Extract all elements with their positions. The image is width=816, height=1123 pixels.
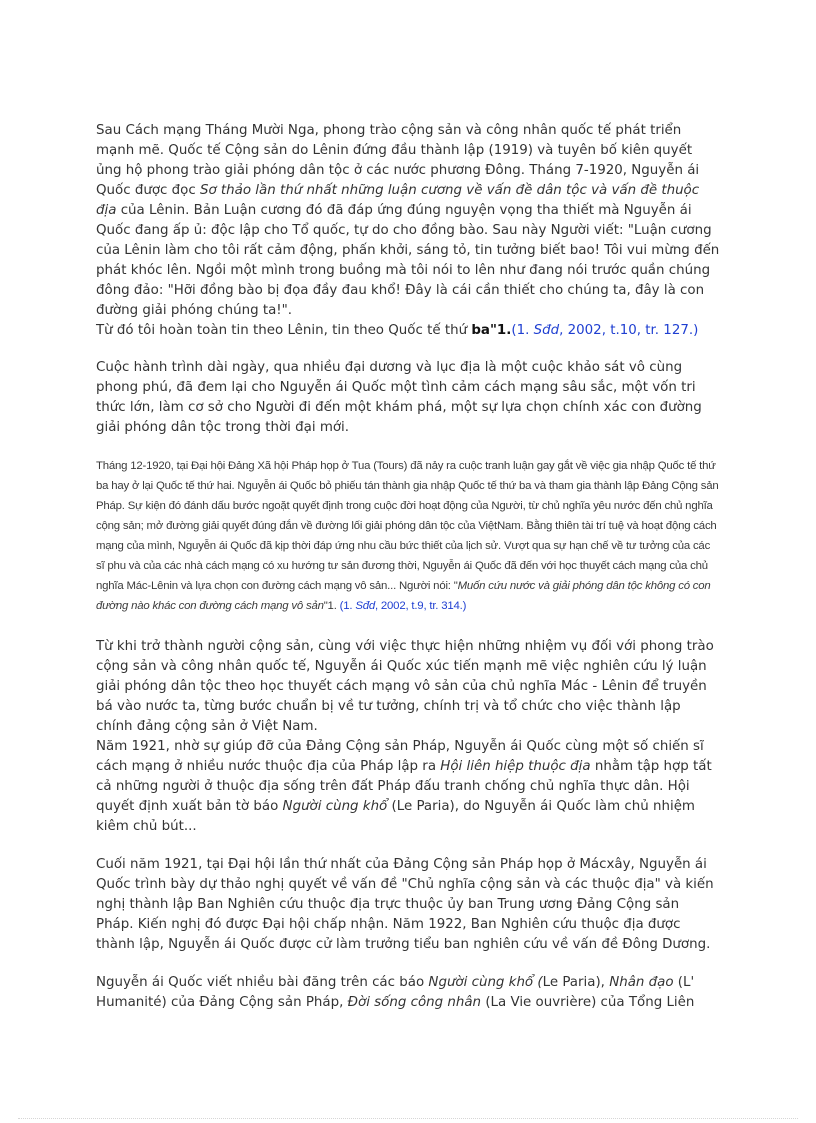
paragraph-8 <box>96 973 720 1013</box>
p6-italic-paper: Người cùng khổ <box>282 799 388 814</box>
p1-italic-title: Sơ thảo lần thứ nhất những luận cương về vấn đề dân tộc và vấn đề thuộc địa <box>96 183 700 218</box>
p2-citation-sdd: Sđd <box>533 323 560 338</box>
p1-text-a: Sau Cách mạng Tháng Mười Nga, phong trào cộng sản và công nhân quốc tế phát triển mạnh mẽ. Quốc tế Cộng sản do Lênin đứng đầu thành lập (1919) và tuyên bố kiên quyết ủng hộ phong trào giải phóng dân tộc ở các nước phương Đông. Tháng 7-1920, Nguyễn ái Quốc được đọc <box>96 123 700 198</box>
p1-text-c: của Lênin. Bản Luận cương đó đã đáp ứng đúng nguyện vọng tha thiết mà Nguyễn ái Quốc đang ấp ủ: độc lập cho Tổ quốc, tự do cho đồng bào. Sau này Người viết: "Luận cương của Lênin làm cho tôi rất cảm động, phấn khởi, sáng tỏ, tin tưởng biết bao! Tôi vui mừng đến phát khóc lên. Ngồi một mình trong buồng mà tôi nói to lên như đang nói trước quần chúng đông đảo: "Hỡi đồng bào bị đọa đầy đau khổ! Đây là cái cần thiết cho chúng ta, đây là con đường giải phóng chúng ta!". <box>96 203 720 318</box>
p5-text: Từ khi trở thành người cộng sản, cùng với việc thực hiện những nhiệm vụ đối với phong trào cộng sản và công nhân quốc tế, Nguyễn ái Quốc xúc tiến mạnh mẽ việc nghiên cứu lý luận giải phóng dân tộc theo học thuyết cách mạng vô sản của chủ nghĩa Mác - Lênin để truyền bá vào nước ta, từng bước chuẩn bị về tư tưởng, chính trị và tổ chức cho việc thành lập chính đảng cộng sản ở Việt Nam. <box>96 639 714 734</box>
page-bottom-divider <box>18 1118 798 1119</box>
p2-citation-rest: , 2002, t.10, tr. 127.) <box>559 323 699 338</box>
p2-bold: ba"1. <box>471 323 512 338</box>
p4-citation-sdd: Sđd <box>355 600 375 612</box>
p8-italic-paper2: Nhân đạo <box>609 975 674 990</box>
p4-text-a: Tháng 12-1920, tại Đại hội Đảng Xã hội Pháp họp ở Tua (Tours) đã nảy ra cuộc tranh luận gay gắt về việc gia nhập Quốc tế thứ ba hay ở lại Quốc tế thứ hai. Nguyễn ái Quốc bỏ phiếu tán thành gia nhập Quốc tế thứ ba và tham gia thành lập Đảng Cộng sản Pháp. Sự kiện đó đánh dấu bước ngoặt quyết định trong cuộc đời hoạt động của Người, từ chủ nghĩa yêu nước đến chủ nghĩa cộng sản; mở đường giải quyết đúng đắn về đường lối giải phóng dân tộc của ViệtNam. Bằng thiên tài trí tuệ và hoạt động cách mạng của mình, Nguyễn ái Quốc đã kịp thời đáp ứng nhu cầu bức thiết của lịch sử. Vượt qua sự hạn chế về tư tưởng của các sĩ phu và của các nhà cách mạng có xu hướng tư sản đương thời, Nguyễn ái Quốc đã đến với học thuyết cách mạng của chủ nghĩa Mác-Lênin và lựa chọn con đường cách mạng vô sản... Người nói: " <box>96 460 719 592</box>
p4-citation-open: (1. <box>339 600 356 612</box>
paragraph-4 <box>96 456 720 616</box>
p6-text-a: Năm 1921, nhờ sự giúp đỡ của Đảng Cộng sản Pháp, Nguyễn ái Quốc cùng một số chiến sĩ cách mạng ở nhiều nước thuộc địa của Pháp lập ra <box>96 739 704 774</box>
p6-italic-org: Hội liên hiệp thuộc địa <box>440 759 591 774</box>
paragraph-6 <box>96 737 720 837</box>
paragraph-3 <box>96 358 720 438</box>
paragraph-1 <box>96 121 720 341</box>
p2-text-a: Từ đó tôi hoàn toàn tin theo Lênin, tin theo Quốc tế thứ <box>96 323 472 338</box>
p2-citation-open: (1. <box>511 323 534 338</box>
p3-text: Cuộc hành trình dài ngày, qua nhiều đại dương và lục địa là một cuộc khảo sát vô cùng phong phú, đã đem lại cho Nguyễn ái Quốc một tình cảm cách mạng sâu sắc, một vốn tri thức lớn, làm cơ sở cho Người đi đến một khám phá, một sự lựa chọn chính xác con đường giải phóng dân tộc trong thời đại mới. <box>96 360 702 435</box>
p8-text-e: (L' Humanité) của Đảng Cộng sản Pháp, <box>96 975 695 1010</box>
paragraph-2 <box>96 321 720 341</box>
p4-italic-quote: Muốn cứu nước và giải phóng dân tộc không có con đường nào khác con đường cách mạng vô sản <box>96 580 711 612</box>
p8-italic-paper3: Đời sống công nhân <box>347 995 482 1010</box>
p8-text-g: (La Vie ouvrière) của Tổng Liên <box>481 995 695 1010</box>
p8-text-c: Le Paria), <box>542 975 610 990</box>
p6-text-e: (Le Paria), do Nguyễn ái Quốc làm chủ nhiệm kiêm chủ bút... <box>96 799 695 834</box>
p6-text-c: nhằm tập hợp tất cả những người ở thuộc địa sống trên đất Pháp đấu tranh chống chủ nghĩa thực dân. Hội quyết định xuất bản tờ báo <box>96 759 712 814</box>
p8-italic-paper1: Người cùng khổ ( <box>428 975 543 990</box>
paragraph-7 <box>96 855 720 955</box>
paragraph-5 <box>96 637 720 837</box>
p4-text-c: "1. <box>323 600 340 612</box>
p7-text: Cuối năm 1921, tại Đại hội lần thứ nhất của Đảng Cộng sản Pháp họp ở Mácxây, Nguyễn ái Quốc trình bày dự thảo nghị quyết về vấn đề "Chủ nghĩa cộng sản và các thuộc địa" và kiến nghị thành lập Ban Nghiên cứu thuộc địa trực thuộc ủy ban Trung ương Đảng Cộng sản Pháp. Kiến nghị đó được Đại hội chấp nhận. Năm 1922, Ban Nghiên cứu thuộc địa được thành lập, Nguyễn ái Quốc được cử làm trưởng tiểu ban nghiên cứu về vấn đề Đông Dương. <box>96 857 714 952</box>
p8-text-a: Nguyễn ái Quốc viết nhiều bài đăng trên các báo <box>96 975 429 990</box>
p4-citation-rest: , 2002, t.9, tr. 314.) <box>374 600 467 612</box>
